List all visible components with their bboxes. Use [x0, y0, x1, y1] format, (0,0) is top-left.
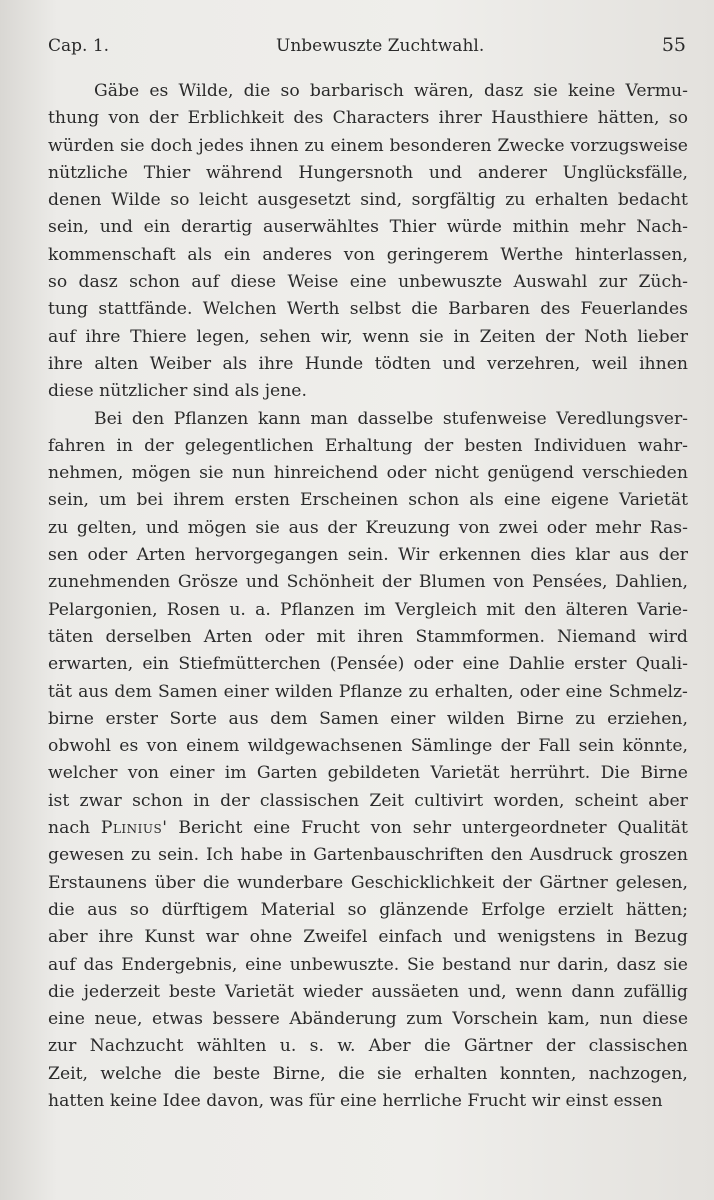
text-line: sein, um bei ihrem ersten Erscheinen schon als eine eigene Varietät	[48, 490, 688, 511]
text-line: auf das Endergebnis, eine unbewuszte. Sie bestand nur darin, dasz sie	[48, 954, 688, 975]
text-line: die jederzeit beste Varietät wieder aussäeten und, wenn dann zufällig	[48, 981, 688, 1002]
text-line: nützliche Thier während Hungersnoth und anderer Unglücksfälle,	[48, 162, 688, 183]
text-line: obwohl es von einem wildgewachsenen Sämlinge der Fall sein könnte,	[48, 736, 688, 757]
text-line: zunehmenden Grösze und Schönheit der Blumen von Pensées, Dahlien,	[48, 572, 688, 593]
text-line: tung stattfände. Welchen Werth selbst die Barbaren des Feuerlandes	[48, 299, 688, 320]
text-line: die aus so dürftigem Material so glänzende Erfolge erzielt hätten;	[48, 899, 688, 920]
text-line: diese nützlicher sind als jene.	[48, 381, 307, 402]
paragraph	[48, 406, 688, 1116]
text-line: erwarten, ein Stiefmütterchen (Pensée) oder eine Dahlie erster Quali-	[48, 654, 688, 675]
text-line: aber ihre Kunst war ohne Zweifel einfach und wenigstens in Bezug	[48, 927, 688, 948]
text-line: gewesen zu sein. Ich habe in Gartenbauschriften den Ausdruck groszen	[48, 845, 688, 866]
text-line: birne erster Sorte aus dem Samen einer wilden Birne zu erziehen,	[48, 708, 688, 729]
text-line: sein, und ein derartig auserwähltes Thier würde mithin mehr Nach-	[48, 217, 688, 238]
text-line: zu gelten, und mögen sie aus der Kreuzung von zwei oder mehr Ras-	[48, 517, 688, 538]
text-line: Zeit, welche die beste Birne, die sie erhalten konnten, nachzogen,	[48, 1063, 688, 1084]
text-line: hatten keine Idee davon, was für eine herrliche Frucht wir einst essen	[48, 1090, 663, 1111]
text-line: nach Plinius' Bericht eine Frucht von sehr untergeordneter Qualität	[48, 818, 688, 839]
text-line: Erstaunens über die wunderbare Geschicklichkeit der Gärtner gelesen,	[48, 872, 688, 893]
text-line: thung von der Erblichkeit des Characters ihrer Hausthiere hätten, so	[48, 108, 688, 129]
text-line: auf ihre Thiere legen, sehen wir, wenn sie in Zeiten der Noth lieber	[48, 326, 688, 347]
text-line: tät aus dem Samen einer wilden Pflanze zu erhalten, oder eine Schmelz-	[48, 681, 688, 702]
chapter-label: Cap. 1.	[48, 36, 110, 56]
text-line: zur Nachzucht wählten u. s. w. Aber die Gärtner der classischen	[48, 1036, 688, 1057]
text-line: eine neue, etwas bessere Abänderung zum Vorschein kam, nun diese	[48, 1009, 688, 1030]
text-line: nehmen, mögen sie nun hinreichend oder nicht genügend verschieden	[48, 463, 688, 484]
text-line: sen oder Arten hervorgegangen sein. Wir erkennen dies klar aus der	[48, 545, 688, 566]
text-line: ist zwar schon in der classischen Zeit cultivirt worden, scheint aber	[48, 790, 688, 811]
text-line: würden sie doch jedes ihnen zu einem besonderen Zwecke vorzugsweise	[48, 135, 688, 156]
running-header	[48, 30, 686, 60]
text-line: Bei den Pflanzen kann man dasselbe stufenweise Veredlungsver-	[94, 408, 688, 429]
text-line: Gäbe es Wilde, die so barbarisch wären, dasz sie keine Vermu-	[94, 81, 688, 101]
running-title: Unbewuszte Zuchtwahl.	[276, 36, 485, 56]
text-line: kommenschaft als ein anderes von geringerem Werthe hinterlassen,	[48, 244, 688, 265]
text-line: ihre alten Weiber als ihre Hunde tödten und verzehren, weil ihnen	[48, 353, 688, 374]
page-number: 55	[661, 34, 686, 56]
text-line: denen Wilde so leicht ausgesetzt sind, sorgfältig zu erhalten bedacht	[48, 190, 688, 211]
text-line: so dasz schon auf diese Weise eine unbewuszte Auswahl zur Züch-	[48, 272, 688, 293]
paragraph	[48, 78, 688, 406]
page-body	[48, 78, 688, 1115]
text-line: fahren in der gelegentlichen Erhaltung der besten Individuen wahr-	[48, 435, 688, 456]
text-line: täten derselben Arten oder mit ihren Stammformen. Niemand wird	[48, 626, 688, 647]
text-line: Pelargonien, Rosen u. a. Pflanzen im Vergleich mit den älteren Varie-	[48, 599, 688, 620]
text-line: welcher von einer im Garten gebildeten Varietät herrührt. Die Birne	[48, 763, 688, 784]
